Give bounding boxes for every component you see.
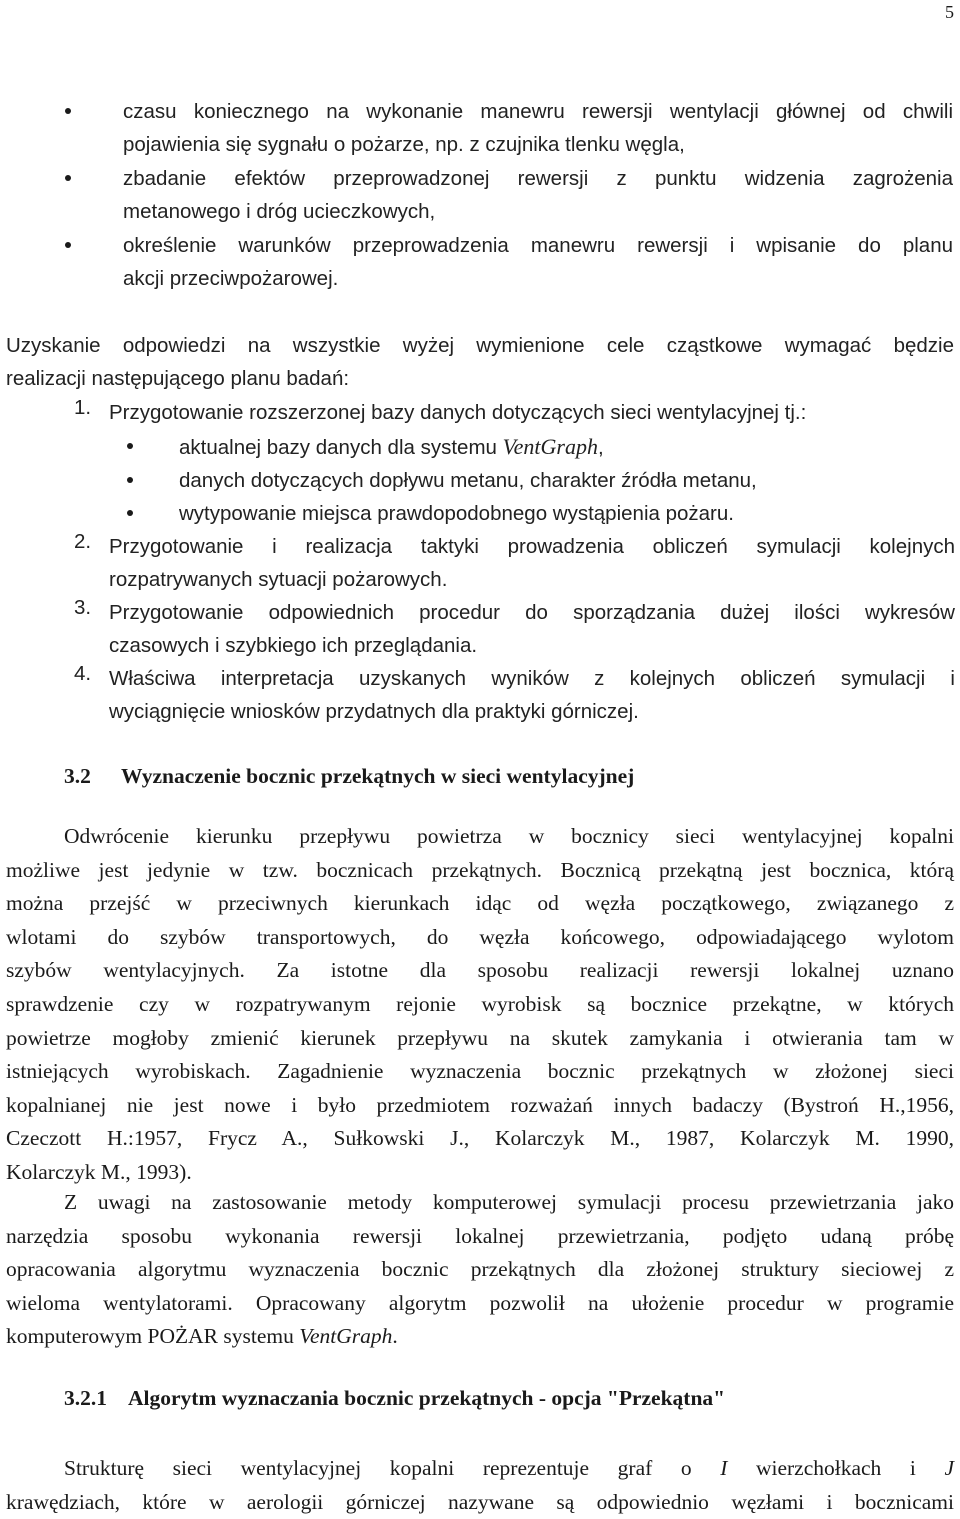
paragraph-text: wierzchołkach i <box>727 1456 945 1480</box>
paragraph-line: krawędziach, które w aerologii górniczej nazywane są odpowiednio węzłami i bocznicami <box>6 1489 954 1514</box>
sub-bullet-item <box>179 430 949 464</box>
sub-bullet-item <box>179 464 949 497</box>
paragraph-line <box>6 1452 954 1486</box>
paragraph-line: szybów wentylacyjnych. Za istotne dla sposobu realizacji rewersji lokalnej uznano <box>6 958 954 983</box>
bullet-item <box>123 229 953 295</box>
intro-paragraph <box>6 329 954 395</box>
paragraph-line: można przejść w przeciwnych kierunkach idąc od węzła początkowego, związanego z <box>6 891 954 916</box>
plan-line: Przygotowanie odpowiednich procedur do sporządzania dużej ilości wykresów <box>109 601 955 624</box>
bullet-icon <box>65 108 71 114</box>
intro-line: Uzyskanie odpowiedzi na wszystkie wyżej wymienione cele cząstkowe wymagać będzie <box>6 334 954 357</box>
paragraph-line: sprawdzenie czy w rozpatrywanym rejonie wyrobisk są bocznice przekątne, w których <box>6 991 954 1016</box>
sub-bullet-item <box>179 497 949 530</box>
plan-line: wyciągnięcie wniosków przydatnych dla praktyki górniczej. <box>109 700 639 723</box>
paragraph-line: opracowania algorytmu wyznaczenia bocznic przekątnych dla złożonej struktury sieciowej z <box>6 1257 954 1282</box>
plan-item <box>0 530 960 596</box>
bullet-icon <box>127 443 133 449</box>
plan-line: czasowych i szybkiego ich przeglądania. <box>109 634 478 657</box>
plan-item <box>0 596 960 662</box>
subsection-title: Algorytm wyznaczania bocznic przekątnych - opcja "Przekątna" <box>128 1386 726 1410</box>
symbol-I: I <box>720 1456 728 1480</box>
plan-number: 1. <box>74 396 92 419</box>
page-number: 5 <box>945 2 954 22</box>
bullet-icon <box>65 175 71 181</box>
plan-line: rozpatrywanych sytuacji pożarowych. <box>109 568 448 591</box>
paragraph-text: komputerowym POŻAR systemu <box>6 1324 300 1349</box>
bullet-icon <box>65 242 71 248</box>
bullet-line: metanowego i dróg ucieczkowych, <box>123 200 436 223</box>
body-paragraph <box>6 1186 954 1354</box>
paragraph-line: istniejących wyrobiskach. Zagadnienie wyznaczenia bocznic przekątnych w złożonej sieci <box>6 1059 954 1084</box>
software-name: VentGraph <box>502 434 598 459</box>
bullet-item <box>123 162 953 228</box>
body-paragraph <box>6 1452 954 1519</box>
plan-number: 4. <box>74 662 92 685</box>
software-name: VentGraph <box>299 1324 393 1349</box>
bullet-line: czasu koniecznego na wykonanie manewru rewersji wentylacji głównej od chwili <box>123 100 953 123</box>
section-number: 3.2 <box>64 764 91 788</box>
paragraph-line: Kolarczyk M., 1993). <box>6 1159 192 1184</box>
bullet-line: zbadanie efektów przeprowadzonej rewersji z punktu widzenia zagrożenia <box>123 167 953 190</box>
paragraph-line: Z uwagi na zastosowanie metody komputerowej symulacji procesu przewietrzania jako <box>64 1190 954 1214</box>
subsection-number: 3.2.1 <box>64 1386 107 1410</box>
plan-line: Właściwa interpretacja uzyskanych wyników z kolejnych obliczeń symulacji i <box>109 667 955 690</box>
paragraph-text: Strukturę sieci wentylacyjnej kopalni reprezentuje graf o <box>64 1456 721 1480</box>
sub-bullet-tail: , <box>597 436 604 459</box>
plan-number: 3. <box>74 596 92 619</box>
paragraph-line: wieloma wentylatorami. Opracowany algorytm pozwolił na ułożenie procedur w programie <box>6 1290 954 1315</box>
paragraph-line: Odwrócenie kierunku przepływu powietrza w bocznicy sieci wentylacyjnej kopalni <box>64 824 954 848</box>
section-title: Wyznaczenie bocznic przekątnych w sieci wentylacyjnej <box>121 764 635 788</box>
paragraph-line: powietrze mogłoby zmienić kierunek przepływu na skutek zamykania i otwierania tam w <box>6 1025 954 1050</box>
paragraph-text: . <box>392 1324 398 1349</box>
plan-line: Przygotowanie rozszerzonej bazy danych dotyczących sieci wentylacyjnej tj.: <box>109 401 807 424</box>
plan-line: Przygotowanie i realizacja taktyki prowadzenia obliczeń symulacji kolejnych <box>109 535 955 558</box>
sub-bullet-text: aktualnej bazy danych dla systemu <box>179 436 503 459</box>
bullet-icon <box>127 477 133 483</box>
paragraph-line <box>6 1320 954 1354</box>
paragraph-line: kopalnianej nie jest nowe i było przedmiotem rozważań innych badaczy (Bystroń H.,1956, <box>6 1092 954 1117</box>
paragraph-line: Czeczott H.:1957, Frycz A., Sułkowski J., Kolarczyk M., 1987, Kolarczyk M. 1990, <box>6 1126 954 1151</box>
sub-bullet-text: wytypowanie miejsca prawdopodobnego wystąpienia pożaru. <box>179 502 734 525</box>
intro-line: realizacji następującego planu badań: <box>6 367 350 390</box>
bullet-item <box>123 95 953 161</box>
plan-item <box>0 662 960 728</box>
bullet-icon <box>127 510 133 516</box>
bullet-line: pojawienia się sygnału o pożarze, np. z czujnika tlenku węgla, <box>123 133 685 156</box>
symbol-J: J <box>944 1456 954 1480</box>
plan-number: 2. <box>74 530 92 553</box>
bullet-line: określenie warunków przeprowadzenia manewru rewersji i wpisanie do planu <box>123 234 953 257</box>
paragraph-line: narzędzia sposobu wykonania rewersji lokalnej przewietrzania, podjęto udaną próbę <box>6 1223 954 1248</box>
sub-bullet-text: danych dotyczących dopływu metanu, charakter źródła metanu, <box>179 469 757 492</box>
body-paragraph <box>6 820 954 1190</box>
paragraph-line: wlotami do szybów transportowych, do węzła końcowego, odpowiadającego wylotom <box>6 924 954 949</box>
paragraph-line: możliwe jest jedynie w tzw. bocznicach przekątnych. Bocznicą przekątną jest bocznica, którą <box>6 857 954 882</box>
bullet-line: akcji przeciwpożarowej. <box>123 267 339 290</box>
